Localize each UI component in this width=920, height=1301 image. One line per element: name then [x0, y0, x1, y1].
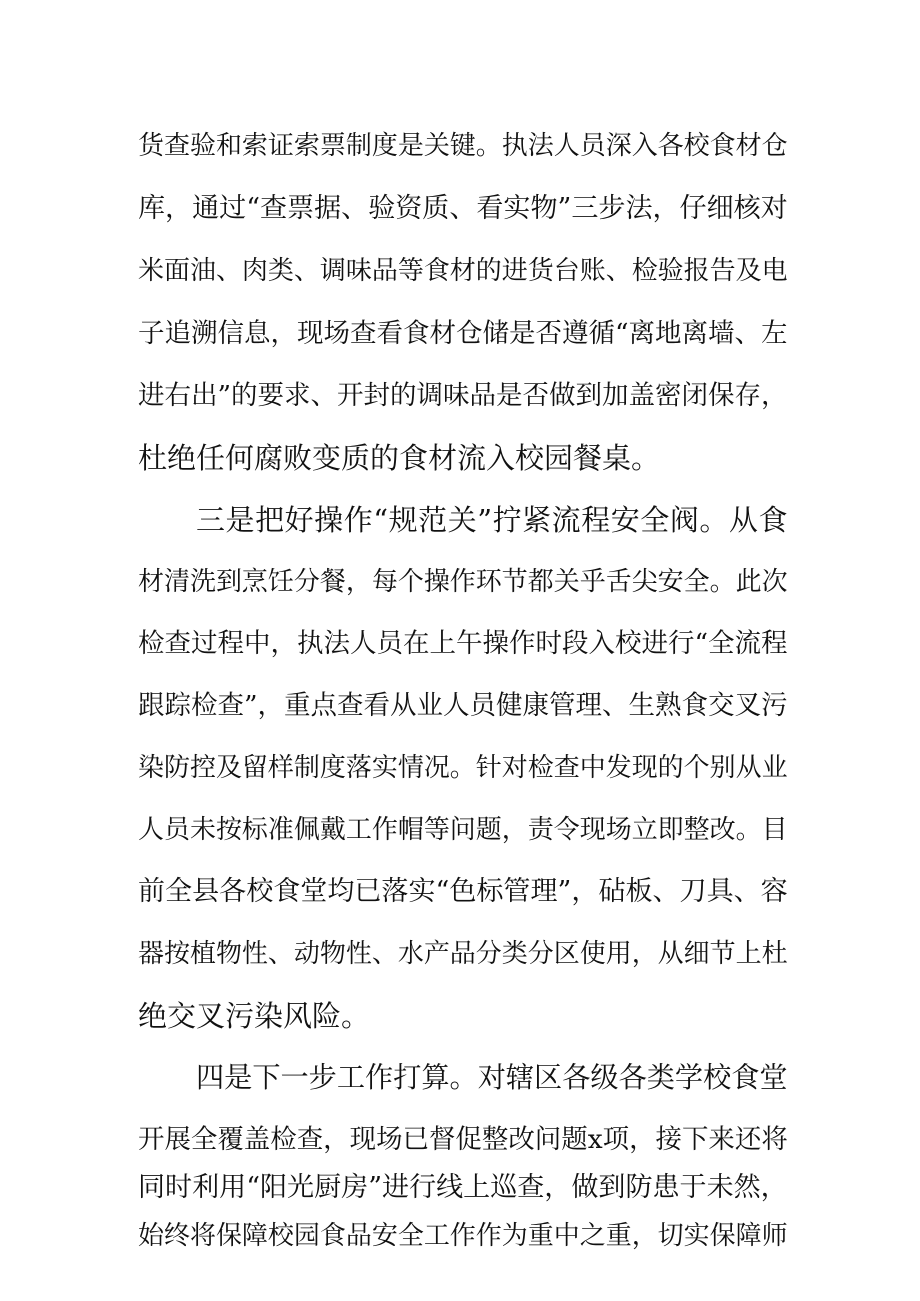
- text-line: 开展全覆盖检查，现场已督促整改问题x项，接下来还将: [138, 1124, 788, 1155]
- text-line: 货查验和索证索票制度是关键。执法人员深入各校食材仓: [138, 131, 788, 161]
- text-line: 进右出”的要求、开封的调味品是否做到加盖密闭保存，: [138, 380, 788, 411]
- text-line: 前全县各校食堂均已落实“色标管理”，砧板、刀具、容: [138, 876, 788, 907]
- text-line: 子追溯信息，现场查看食材仓储是否遵循“离地离墙、左: [138, 318, 788, 349]
- text-line: 绝交叉污染风险。: [138, 999, 371, 1033]
- text-line: 器按植物性、动物性、水产品分类分区使用，从细节上杜: [138, 939, 788, 969]
- text-line: 材清洗到烹饪分餐，每个操作环节都关乎舌尖安全。此次: [138, 567, 788, 597]
- text-line: 人员未按标准佩戴工作帽等问题，责令现场立即整改。目: [138, 815, 788, 845]
- text-line: 检查过程中，执法人员在上午操作时段入校进行“全流程: [138, 628, 788, 659]
- text-line: 同时利用“阳光厨房”进行线上巡查，做到防患于未然，: [138, 1172, 788, 1203]
- text-line: 始终将保障校园食品安全工作作为重中之重，切实保障师: [138, 1221, 788, 1251]
- text-line: 库，通过“查票据、验资质、看实物”三步法，仔细核对: [138, 193, 788, 224]
- text-line: 染防控及留样制度落实情况。针对检查中发现的个别从业: [138, 753, 788, 783]
- text-line: 跟踪检查”，重点查看从业人员健康管理、生熟食交叉污: [138, 690, 788, 721]
- paragraph-heading-line: 四是下一步工作打算。对辖区各级各类学校食堂: [196, 1061, 788, 1094]
- text-line: 米面油、肉类、调味品等食材的进货台账、检验报告及电: [138, 256, 788, 286]
- text-line: 杜绝任何腐败变质的食材流入校园餐桌。: [138, 441, 661, 475]
- paragraph-heading-line: 三是把好操作“规范关”拧紧流程安全阀。从食: [196, 503, 788, 537]
